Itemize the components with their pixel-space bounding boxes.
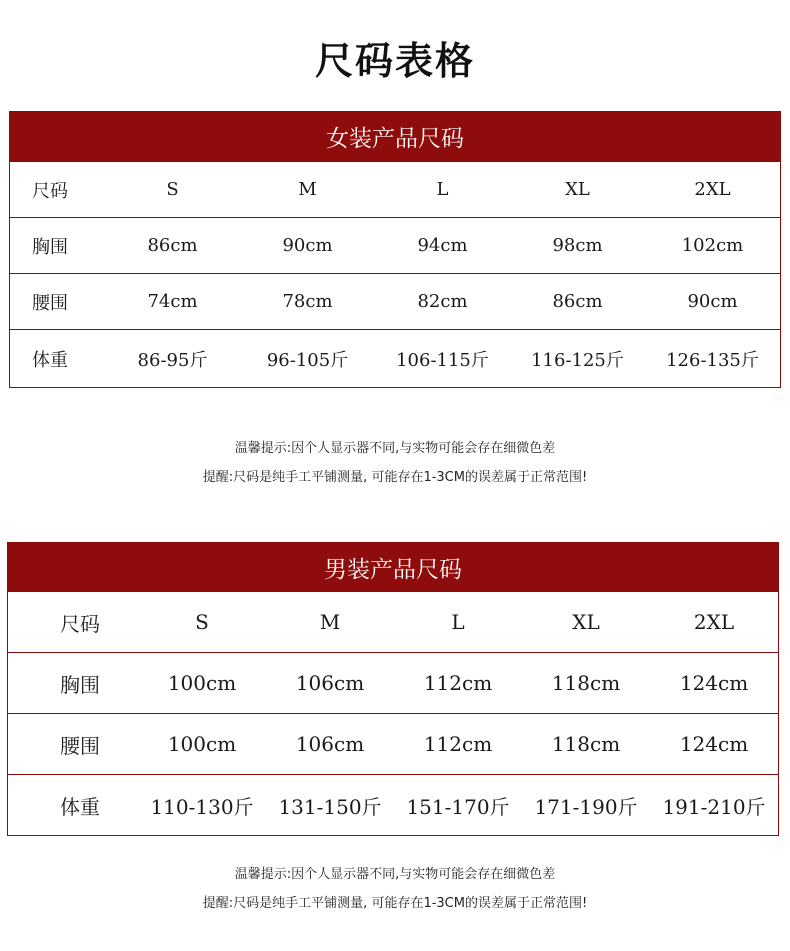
table-cell: 98cm xyxy=(552,235,603,256)
weight-row xyxy=(10,329,780,387)
waist-row xyxy=(10,273,780,329)
table-cell: 131-150斤 xyxy=(278,794,382,819)
row-label: 体重 xyxy=(32,349,68,371)
size-label: 尺码 xyxy=(60,611,100,636)
size-xl: XL xyxy=(572,610,600,634)
table-cell: 90cm xyxy=(282,235,333,256)
size-header-row xyxy=(10,161,780,217)
table-cell: 106cm xyxy=(295,732,365,756)
table-cell: 82cm xyxy=(417,291,468,312)
measurement-notice: 提醒:尺码是纯手工平铺测量, 可能存在1-3CM的误差属于正常范围! xyxy=(202,896,588,911)
table-cell: 86cm xyxy=(552,291,603,312)
size-2xl: 2XL xyxy=(693,610,735,634)
size-xl: XL xyxy=(565,179,590,200)
row-label: 腰围 xyxy=(60,733,100,758)
size-s: S xyxy=(195,610,209,634)
table-cell: 106cm xyxy=(295,671,365,695)
table-cell: 124cm xyxy=(679,671,749,695)
row-label: 胸围 xyxy=(60,672,100,697)
row-label: 胸围 xyxy=(32,236,68,258)
table-cell: 78cm xyxy=(282,291,333,312)
table-cell: 86-95斤 xyxy=(137,349,208,371)
table-cell: 96-105斤 xyxy=(266,349,349,371)
size-l: L xyxy=(451,610,465,634)
table-cell: 118cm xyxy=(551,671,621,695)
table-cell: 151-170斤 xyxy=(406,794,510,819)
table-cell: 124cm xyxy=(679,732,749,756)
table-cell: 112cm xyxy=(423,671,493,695)
size-header-row xyxy=(8,591,778,652)
table-cell: 86cm xyxy=(147,235,198,256)
table-cell: 191-210斤 xyxy=(662,794,766,819)
display-notice: 温馨提示:因个人显示器不同,与实物可能会存在细微色差 xyxy=(234,867,556,882)
size-label: 尺码 xyxy=(32,180,68,202)
row-label: 腰围 xyxy=(32,292,68,314)
row-label: 体重 xyxy=(60,794,100,819)
size-s: S xyxy=(166,179,179,200)
men-size-table xyxy=(7,542,779,836)
display-notice: 温馨提示:因个人显示器不同,与实物可能会存在细微色差 xyxy=(234,441,556,456)
men-table-banner: 男装产品尺码 xyxy=(8,543,778,591)
women-size-table xyxy=(9,111,781,388)
weight-row xyxy=(8,774,778,835)
table-cell: 74cm xyxy=(147,291,198,312)
waist-row xyxy=(8,713,778,774)
table-cell: 100cm xyxy=(167,732,237,756)
table-cell: 100cm xyxy=(167,671,237,695)
table-cell: 112cm xyxy=(423,732,493,756)
size-l: L xyxy=(436,179,449,200)
measurement-notice: 提醒:尺码是纯手工平铺测量, 可能存在1-3CM的误差属于正常范围! xyxy=(202,470,588,485)
table-cell: 171-190斤 xyxy=(534,794,638,819)
table-cell: 106-115斤 xyxy=(396,349,489,371)
page-title: 尺码表格 xyxy=(314,39,475,83)
women-table-banner: 女装产品尺码 xyxy=(10,112,780,161)
size-2xl: 2XL xyxy=(694,179,731,200)
size-m: M xyxy=(319,610,341,634)
table-cell: 110-130斤 xyxy=(150,794,254,819)
table-cell: 118cm xyxy=(551,732,621,756)
size-m: M xyxy=(298,179,317,200)
table-cell: 94cm xyxy=(417,235,468,256)
table-cell: 102cm xyxy=(681,235,744,256)
table-cell: 90cm xyxy=(687,291,738,312)
chest-row xyxy=(10,217,780,273)
chest-row xyxy=(8,652,778,713)
table-cell: 116-125斤 xyxy=(531,349,624,371)
table-cell: 126-135斤 xyxy=(666,349,759,371)
